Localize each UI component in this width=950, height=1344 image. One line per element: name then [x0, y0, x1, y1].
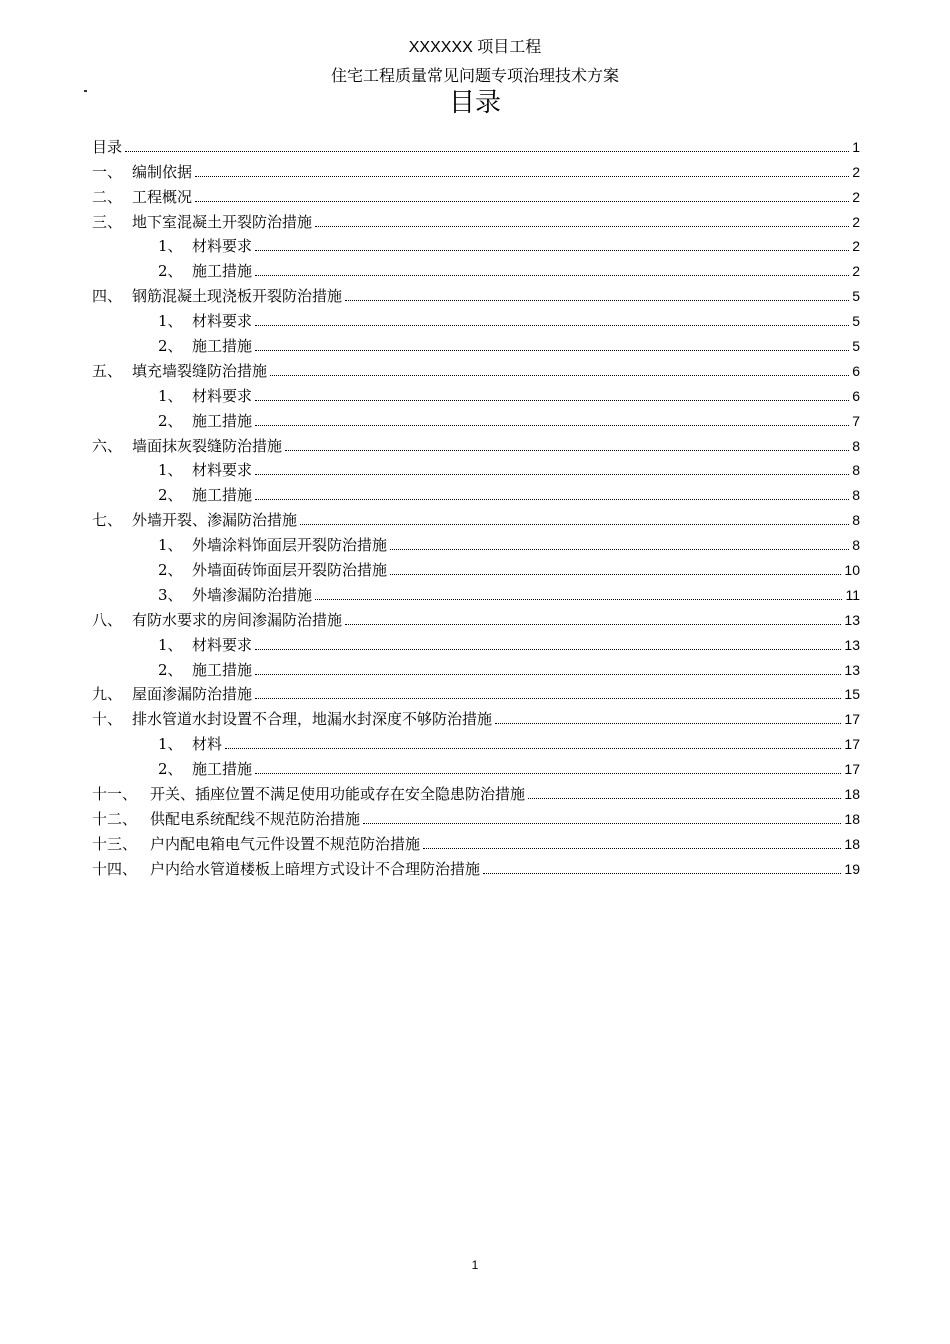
toc-entry-text: 地下室混凝土开裂防治措施 [132, 212, 313, 231]
toc-entry-page: 18 [844, 810, 860, 827]
toc-entry[interactable] [92, 431, 860, 456]
toc-entry-text: 施工措施 [192, 262, 253, 281]
toc-subentry[interactable] [92, 306, 860, 331]
toc-entry-number: 1、 [158, 386, 183, 405]
toc-entry-text: 填充墙裂缝防治措施 [132, 361, 268, 380]
toc-entry-text: 材料要求 [192, 461, 253, 480]
toc-entry[interactable] [92, 854, 860, 879]
toc-entry-text: 屋面渗漏防治措施 [132, 685, 253, 704]
dot-leader [255, 350, 849, 351]
toc-entry-number: 四、 [92, 287, 123, 306]
toc-entry[interactable] [92, 605, 860, 630]
toc-entry-page: 13 [844, 636, 860, 653]
toc-entry-number: 1、 [158, 237, 183, 256]
toc-entry-page: 13 [844, 611, 860, 628]
dot-leader [255, 325, 849, 326]
toc-entry-text: 材料要求 [192, 312, 253, 331]
toc-entry-text: 编制依据 [132, 162, 193, 181]
toc-entry[interactable] [92, 779, 860, 804]
toc-entry-text: 施工措施 [192, 486, 253, 505]
toc-entry-text: 施工措施 [192, 411, 253, 430]
dot-leader [255, 250, 849, 251]
toc-subentry[interactable] [92, 754, 860, 779]
toc-entry-number: 1、 [158, 635, 183, 654]
toc-entry-number: 七、 [92, 511, 123, 530]
toc-subentry[interactable] [92, 630, 860, 655]
toc-entry-page: 8 [852, 487, 860, 504]
dot-leader [255, 474, 849, 475]
toc-entry-page: 2 [852, 238, 860, 255]
toc-entry-text: 材料 [192, 735, 223, 754]
toc-entry-page: 13 [844, 661, 860, 678]
toc-entry-page: 1 [852, 138, 860, 155]
toc-entry-text: 施工措施 [192, 337, 253, 356]
dot-leader [345, 300, 849, 301]
toc-entry-text: 外墙渗漏防治措施 [192, 585, 313, 604]
toc-entry-page: 5 [852, 338, 860, 355]
toc-heading: 目录 [448, 88, 501, 118]
toc-entry-number: 2、 [158, 262, 183, 281]
toc-subentry[interactable] [92, 256, 860, 281]
table-of-contents [92, 132, 860, 879]
toc-entry-page: 11 [845, 586, 860, 603]
toc-entry[interactable] [92, 207, 860, 232]
toc-subentry[interactable] [92, 456, 860, 481]
toc-entry-page: 2 [852, 163, 860, 180]
toc-subentry[interactable] [92, 232, 860, 257]
dot-leader [255, 400, 849, 401]
dot-leader [195, 176, 849, 177]
toc-entry-number: 2、 [158, 561, 183, 580]
dot-leader [528, 798, 841, 799]
toc-entry-text: 目录 [92, 137, 123, 156]
toc-entry-page: 17 [844, 761, 860, 778]
dot-leader [255, 275, 849, 276]
document-header [0, 37, 950, 87]
toc-entry-number: 2、 [158, 760, 183, 779]
toc-entry-text: 材料要求 [192, 386, 253, 405]
toc-entry-page: 8 [852, 462, 860, 479]
toc-entry-page: 8 [852, 537, 860, 554]
toc-entry-number: 十二、 [92, 809, 138, 828]
toc-entry[interactable] [92, 829, 860, 854]
toc-entry-number: 1、 [158, 312, 183, 331]
toc-entry[interactable] [92, 132, 860, 157]
toc-entry-page: 6 [852, 362, 860, 379]
document-subtitle: 住宅工程质量常见问题专项治理技术方案 [330, 66, 619, 85]
dot-leader [390, 549, 849, 550]
toc-entry-text: 施工措施 [192, 660, 253, 679]
dot-leader [285, 450, 849, 451]
toc-entry[interactable] [92, 704, 860, 729]
toc-entry-page: 18 [844, 835, 860, 852]
toc-subentry[interactable] [92, 381, 860, 406]
toc-subentry[interactable] [92, 331, 860, 356]
toc-subentry[interactable] [92, 580, 860, 605]
toc-entry-page: 7 [852, 412, 860, 429]
toc-entry-page: 17 [844, 736, 860, 753]
toc-entry-number: 五、 [92, 361, 123, 380]
toc-subentry[interactable] [92, 530, 860, 555]
toc-entry-number: 2、 [158, 660, 183, 679]
toc-entry-text: 钢筋混凝土现浇板开裂防治措施 [132, 287, 343, 306]
dot-leader [390, 574, 841, 575]
toc-entry[interactable] [92, 804, 860, 829]
toc-entry-page: 2 [852, 263, 860, 280]
toc-entry-page: 19 [844, 860, 860, 877]
toc-entry-number: 2、 [158, 486, 183, 505]
toc-entry-page: 10 [844, 562, 860, 579]
toc-entry-text: 材料要求 [192, 237, 253, 256]
dot-leader [225, 748, 841, 749]
toc-entry-text: 开关、插座位置不满足使用功能或存在安全隐患防治措施 [150, 785, 526, 804]
dot-leader [315, 599, 842, 600]
toc-entry-page: 8 [852, 437, 860, 454]
toc-entry-number: 二、 [92, 187, 123, 206]
toc-entry-page: 17 [844, 711, 860, 728]
toc-entry-text: 户内给水管道楼板上暗埋方式设计不合理防治措施 [150, 859, 481, 878]
toc-entry-number: 1、 [158, 461, 183, 480]
toc-entry[interactable] [92, 281, 860, 306]
dot-leader [495, 723, 841, 724]
toc-entry-page: 6 [852, 387, 860, 404]
toc-entry-text: 材料要求 [192, 635, 253, 654]
toc-entry-page: 2 [852, 213, 860, 230]
dot-leader [255, 499, 849, 500]
toc-entry-page: 2 [852, 188, 860, 205]
toc-entry-text: 有防水要求的房间渗漏防治措施 [132, 610, 343, 629]
dot-leader [125, 151, 849, 152]
toc-entry-text: 外墙开裂、渗漏防治措施 [132, 511, 298, 530]
toc-entry-number: 十一、 [92, 785, 138, 804]
toc-entry-number: 十三、 [92, 834, 138, 853]
toc-entry-text: 外墙涂料饰面层开裂防治措施 [192, 536, 388, 555]
dot-leader [270, 375, 849, 376]
dot-leader [315, 226, 849, 227]
toc-subentry[interactable] [92, 480, 860, 505]
toc-entry-page: 18 [844, 786, 860, 803]
toc-entry-number: 八、 [92, 610, 123, 629]
toc-entry[interactable] [92, 505, 860, 530]
toc-entry-text: 户内配电箱电气元件设置不规范防治措施 [150, 834, 421, 853]
dot-leader [363, 823, 841, 824]
toc-entry-text: 墙面抹灰裂缝防治措施 [132, 436, 283, 455]
toc-entry-number: 2、 [158, 337, 183, 356]
toc-entry-number: 2、 [158, 411, 183, 430]
dot-leader [423, 848, 841, 849]
toc-entry-number: 一、 [92, 162, 123, 181]
toc-entry-number: 九、 [92, 685, 123, 704]
toc-entry-page: 15 [844, 686, 860, 703]
toc-entry-number: 十、 [92, 710, 123, 729]
toc-subentry[interactable] [92, 555, 860, 580]
dot-leader [255, 425, 849, 426]
toc-entry[interactable] [92, 157, 860, 182]
toc-entry-text: 排水管道水封设置不合理，地漏水封深度不够防治措施 [132, 710, 493, 729]
toc-subentry[interactable] [92, 406, 860, 431]
toc-entry[interactable] [92, 356, 860, 381]
toc-entry-number: 六、 [92, 436, 123, 455]
dot-leader [345, 624, 841, 625]
dot-leader [300, 524, 849, 525]
toc-entry-number: 1、 [158, 536, 183, 555]
toc-entry-page: 5 [852, 313, 860, 330]
toc-subentry[interactable] [92, 655, 860, 680]
dot-leader [255, 773, 841, 774]
page-number: 1 [471, 1258, 479, 1272]
dot-leader [255, 698, 841, 699]
toc-entry-page: 8 [852, 512, 860, 529]
toc-entry-text: 外墙面砖饰面层开裂防治措施 [192, 561, 388, 580]
toc-entry-text: 施工措施 [192, 760, 253, 779]
toc-entry[interactable] [92, 680, 860, 705]
toc-subentry[interactable] [92, 729, 860, 754]
toc-entry-number: 3、 [158, 585, 183, 604]
toc-entry-number: 十四、 [92, 859, 138, 878]
dot-leader [195, 201, 849, 202]
toc-entry[interactable] [92, 182, 860, 207]
toc-entry-page: 5 [852, 288, 860, 305]
toc-entry-text: 工程概况 [132, 187, 193, 206]
dot-leader [255, 649, 841, 650]
toc-entry-number: 三、 [92, 212, 123, 231]
project-title: XXXXXX 项目工程 [408, 39, 542, 56]
toc-entry-number: 1、 [158, 735, 183, 754]
toc-entry-text: 供配电系统配线不规范防治措施 [150, 809, 361, 828]
dot-leader [255, 674, 841, 675]
dot-leader [483, 873, 841, 874]
